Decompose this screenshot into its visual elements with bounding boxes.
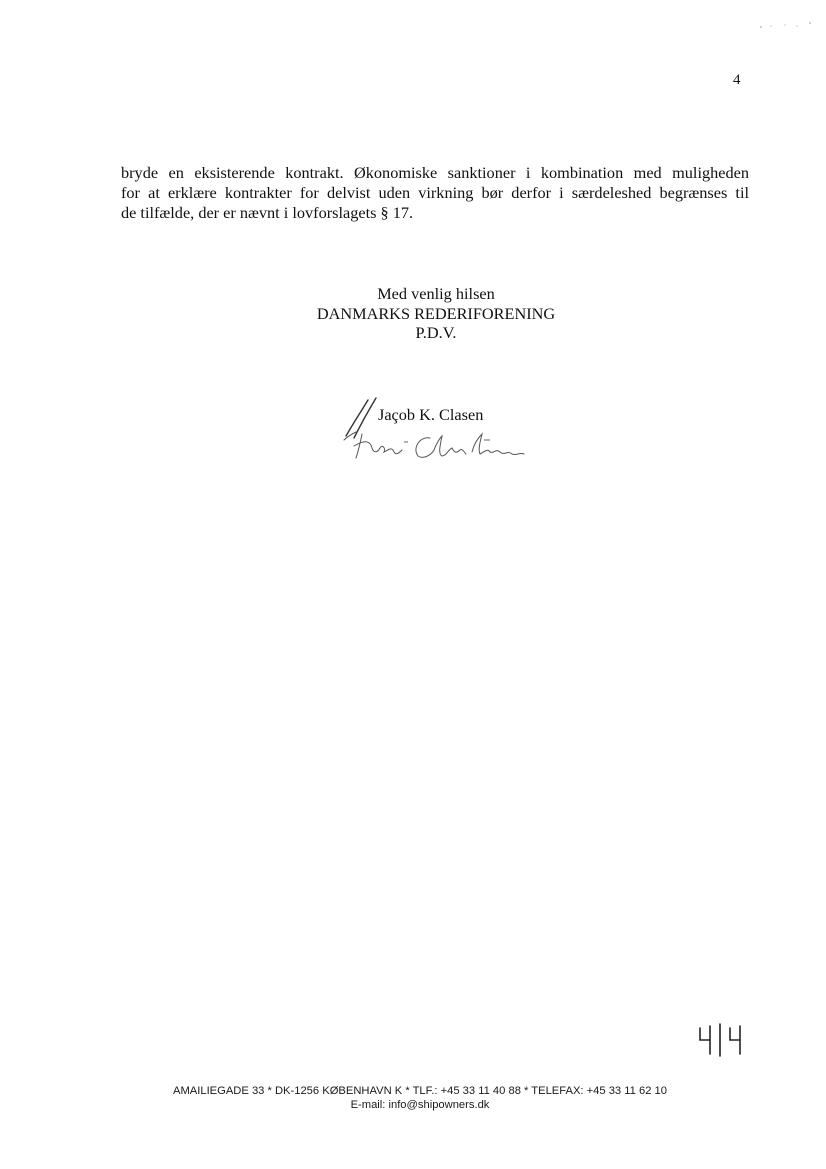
signature-block xyxy=(340,396,540,466)
closing-pdv: P.D.V. xyxy=(415,323,457,342)
footer-address: AMAILIEGADE 33 * DK-1256 KØBENHAVN K * TLF.: +45 33 11 40 88 * TELEFAX: +45 33 11 62 10 xyxy=(173,1085,667,1097)
handwritten-page-count xyxy=(694,1020,754,1060)
body-paragraph xyxy=(121,163,749,223)
body-line: bryde en eksisterende kontrakt. Økonomiske sanktioner i kombination med muligheden xyxy=(121,163,749,182)
handwritten-signature xyxy=(344,426,534,466)
closing-greeting: Med venlig hilsen xyxy=(377,284,495,303)
letterhead-footer xyxy=(0,1084,826,1112)
footer-email: E-mail: info@shipowners.dk xyxy=(350,1099,490,1111)
signatory-name: Jaçob K. Clasen xyxy=(378,405,484,424)
closing-organization: DANMARKS REDERIFORENING xyxy=(316,303,556,323)
closing-block xyxy=(236,284,636,343)
scan-specks xyxy=(755,18,815,38)
body-line: de tilfælde, der er nævnt i lovforslagets § 17. xyxy=(121,203,414,222)
page-number: 4 xyxy=(733,72,741,88)
body-line: for at erklære kontrakter for delvist uden virkning bør derfor i særdeleshed begrænses til xyxy=(121,183,749,202)
